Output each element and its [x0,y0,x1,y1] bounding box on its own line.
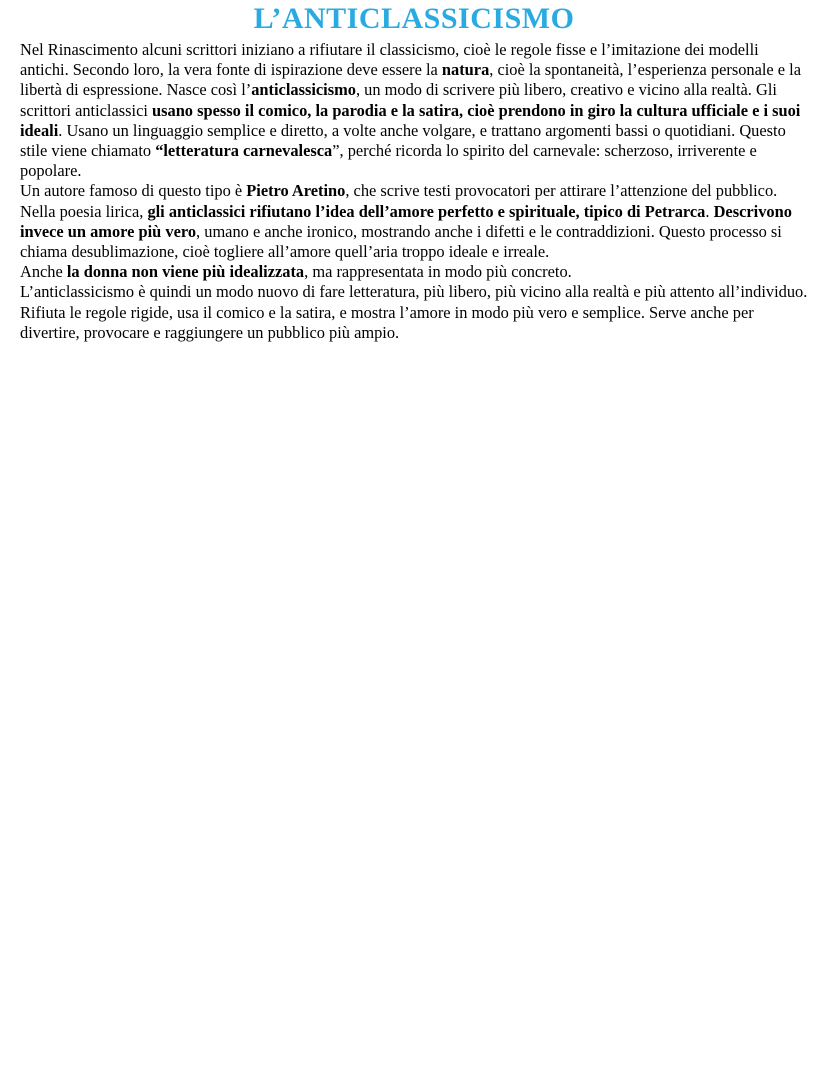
text-run: , che scrive testi provocatori per attirare l’attenzione del pubblico. [345,181,778,201]
document-body [0,36,828,343]
text-run: ”, perché ricorda lo spirito del carnevale: scherzoso, irriverente e popolare. [20,141,757,181]
paragraph [20,40,809,181]
page-title: L’ANTICLASSICISMO [253,2,575,35]
text-run: . [705,201,714,221]
bold-text-run: gli anticlassici rifiutano l’idea dell’amore perfetto e spirituale, tipico di Petrarca [147,201,706,221]
bold-text-run: la donna non viene più idealizzata [66,262,305,282]
bold-text-run: natura [441,60,490,80]
paragraph [20,202,809,263]
text-run: Anche [20,262,67,282]
text-run: Un autore famoso di questo tipo è [20,181,247,201]
text-run: , ma rappresentata in modo più concreto. [304,262,572,282]
paragraph [20,181,809,201]
text-run: Nel Rinascimento alcuni scrittori iniziano a rifiutare il classicismo, cioè le regole fisse e l’imitazione dei modelli antichi. Secondo loro, la vera fonte di ispirazione deve essere la [20,40,759,80]
text-run: L’anticlassicismo è quindi un modo nuovo di fare letteratura, più libero, più vicino alla realtà e più attento all’individuo. Rifiuta le regole rigide, usa il comico e la satira, e mostra l’amore in modo più vero e semplice. Serve anche per divertire, provocare e raggiungere un pubblico più ampio. [20,282,808,342]
bold-text-run: Descrivono invece un amore più vero [20,201,792,241]
text-run: , cioè la spontaneità, l’esperienza personale e la libertà di espressione. Nasce così l’ [20,60,801,100]
bold-text-run: usano spesso il comico, la parodia e la satira, cioè prendono in giro la cultura ufficiale e i suoi ideali [20,100,801,140]
bold-text-run: anticlassicismo [251,80,356,100]
text-run: , umano e anche ironico, mostrando anche i difetti e le contraddizioni. Questo processo si chiama desublimazione, cioè togliere all’amore quell’aria troppo ideale e irreale. [20,221,782,262]
text-run: , un modo di scrivere più libero, creativo e vicino alla realtà. Gli scrittori anticlassici [20,80,777,120]
paragraph [20,282,809,343]
paragraph [20,262,809,282]
text-run: . Usano un linguaggio semplice e diretto, a volte anche volgare, e trattano argomenti bassi o quotidiani. Questo stile viene chiamato [20,120,786,161]
bold-text-run: “letteratura carnevalesca [155,141,333,161]
text-run: Nella poesia lirica, [20,201,148,221]
bold-text-run: Pietro Aretino [246,181,346,201]
